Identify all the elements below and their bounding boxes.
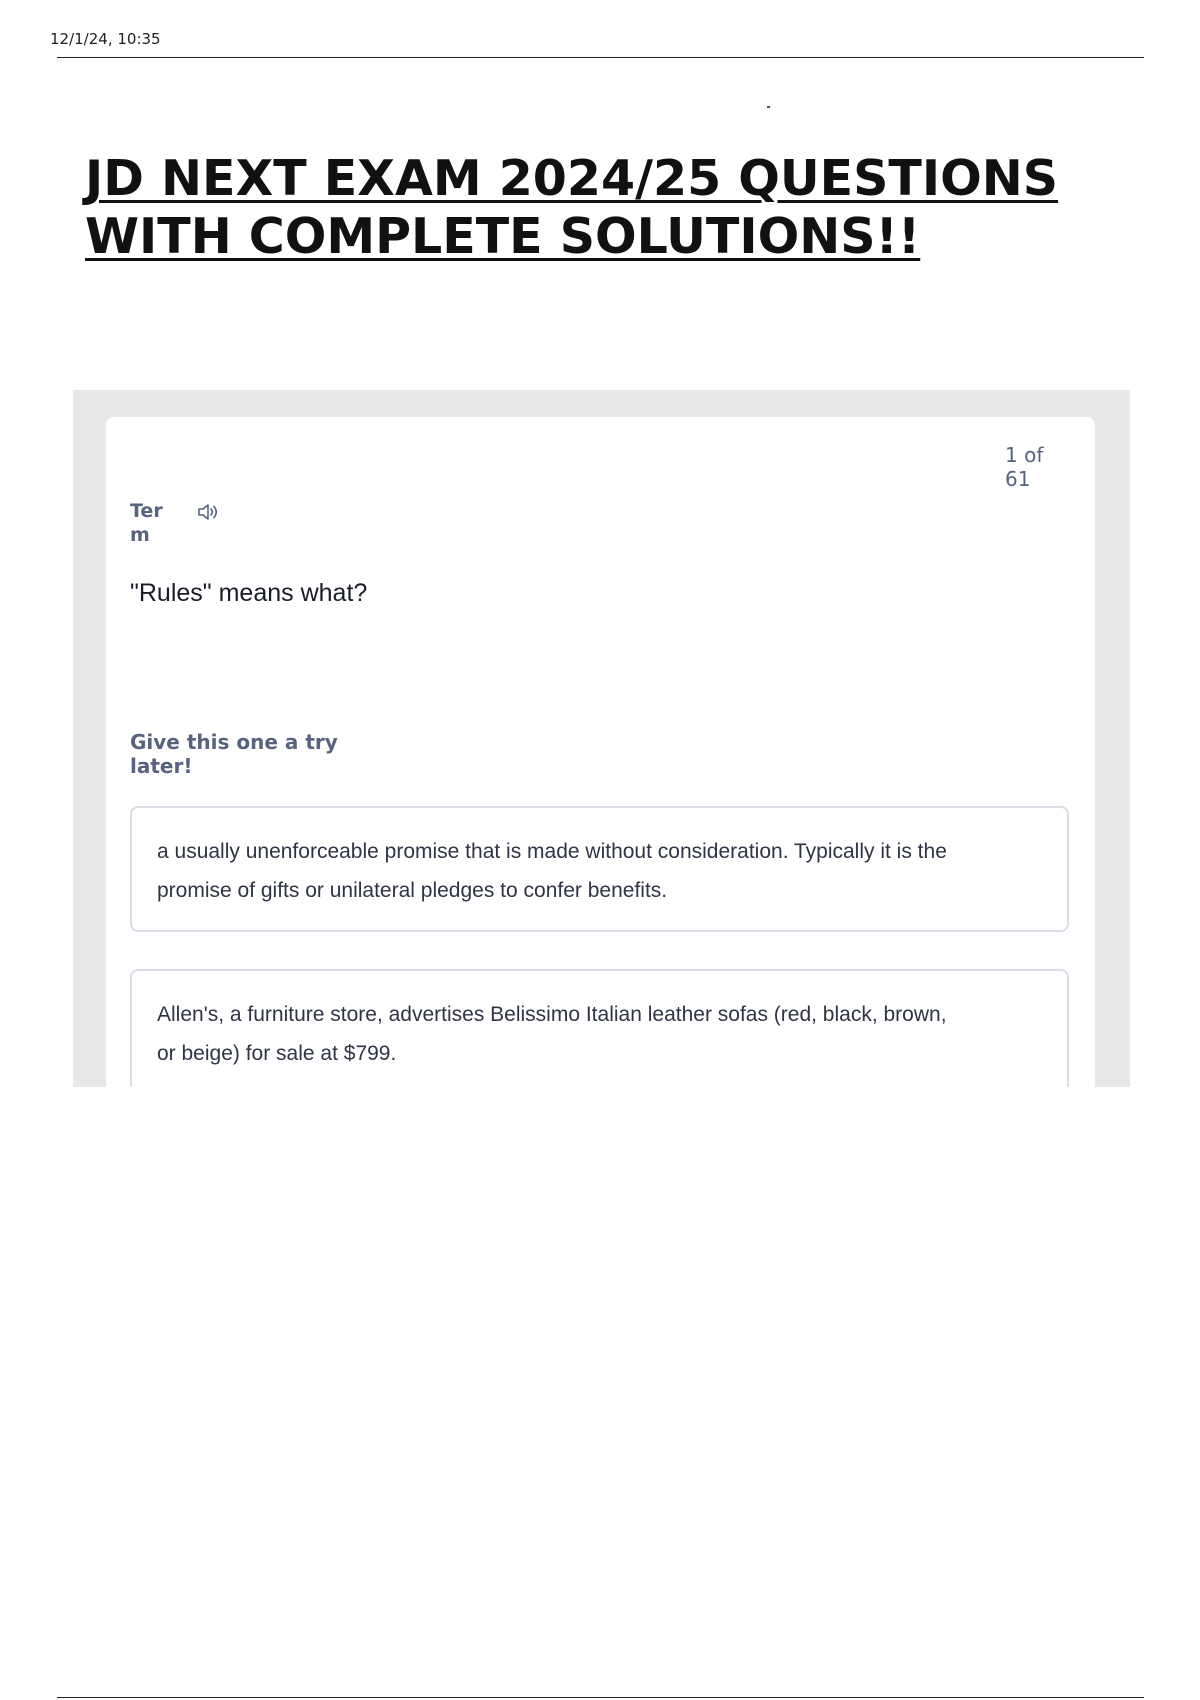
try-later-hint: Give this one a try later!: [130, 730, 338, 778]
speaker-icon[interactable]: [196, 501, 222, 523]
document-title: JD NEXT EXAM 2024/25 QUESTIONS WITH COMPLETE SOLUTIONS!!: [85, 150, 1059, 265]
header-divider: [57, 57, 1144, 58]
stray-mark: [767, 106, 770, 108]
flashcard: [106, 417, 1095, 1087]
term-label: Term: [130, 500, 163, 546]
answer-option-1[interactable]: a usually unenforceable promise that is made without consideration. Typically it is the promise of gifts or unilateral pledges to confer benefits.: [130, 806, 1069, 932]
card-counter: 1 of 61: [1005, 443, 1044, 491]
footer-divider: [57, 1697, 1144, 1698]
answer-option-2[interactable]: Allen's, a furniture store, advertises Belissimo Italian leather sofas (red, black, brown, or beige) for sale at $799.: [130, 969, 1069, 1087]
speaker-icon-graphic: [196, 501, 222, 523]
flashcard-frame: [73, 390, 1130, 1087]
question-text: "Rules" means what?: [130, 579, 368, 607]
timestamp: 12/1/24, 10:35: [50, 30, 161, 48]
